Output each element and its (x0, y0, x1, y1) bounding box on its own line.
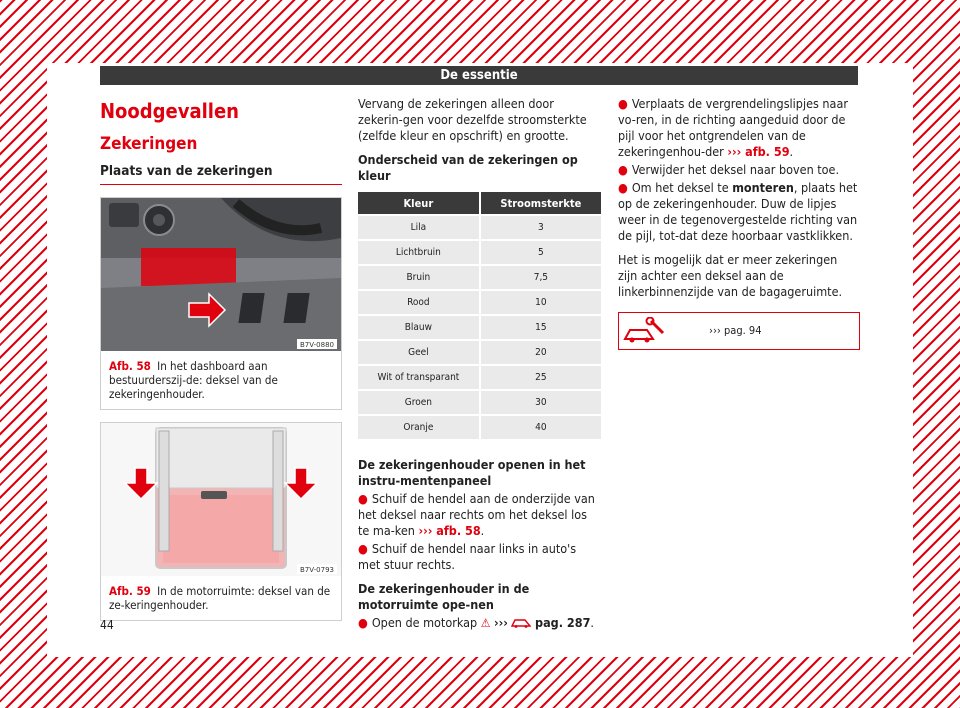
table-cell: Wit of transparant (358, 366, 479, 389)
table-header-color: Kleur (358, 192, 479, 214)
reference-box (618, 312, 860, 350)
bullet-text: Om het deksel te (631, 180, 729, 195)
bullet-icon: ● (358, 491, 368, 506)
page-reference-link[interactable]: ››› pag. 94 (709, 324, 762, 337)
table-row (358, 391, 601, 414)
fuse-color-table (358, 190, 601, 441)
figure-code: B7V-0880 (300, 341, 334, 349)
bullet-bold-text: monteren (732, 180, 794, 195)
column-left (100, 96, 342, 621)
section-title: Noodgevallen (100, 99, 239, 123)
table-header-amperage: Stroomsterkte (479, 192, 601, 214)
bullet-icon: ● (618, 180, 628, 195)
figure-reference-link[interactable]: ››› afb. 58 (418, 523, 481, 538)
table-row (358, 316, 601, 339)
car-wrench-icon (623, 317, 667, 345)
engine-open-heading: De zekeringenhouder in de motorruimte ope-nen (358, 581, 530, 612)
table-row (358, 416, 601, 439)
table-header-row (358, 192, 601, 214)
table-cell: 7,5 (479, 266, 601, 289)
table-row (358, 216, 601, 239)
table-cell: 20 (479, 341, 601, 364)
column-right (618, 96, 860, 350)
figure-58 (100, 197, 342, 410)
table-cell: Groen (358, 391, 479, 414)
table-row (358, 341, 601, 364)
table-cell: 3 (479, 216, 601, 239)
table-row (358, 241, 601, 264)
table-row (358, 366, 601, 389)
table-cell: Rood (358, 291, 479, 314)
figure-code: B7V-0793 (300, 566, 334, 574)
intro-paragraph: Vervang de zekeringen alleen door zekerin-gen voor dezelfde stroomsterkte (zelfde kleur en opschrift) en grootte. (358, 96, 587, 143)
table-row (358, 266, 601, 289)
dashboard-open-heading: De zekeringenhouder openen in het instru-mentenpaneel (358, 457, 586, 488)
figure-label: Afb. 59 (109, 584, 151, 598)
figure-caption-text: In de motorruimte: deksel van de ze-keringenhouder. (109, 584, 331, 612)
bullet-item: ● Schuif de hendel aan de onderzijde van het deksel naar rechts om het deksel los te ma-ken ››› afb. 58. (358, 491, 595, 538)
table-cell: Oranje (358, 416, 479, 439)
table-row (358, 291, 601, 314)
table-cell: Lichtbruin (358, 241, 479, 264)
chapter-title: Zekeringen (100, 134, 198, 154)
table-cell: 10 (479, 291, 601, 314)
bullet-icon: ● (358, 615, 368, 630)
luggage-fuse-paragraph: Het is mogelijk dat er meer zekeringen zijn achter een deksel aan de linkerbinnenzijde van de bagageruimte. (618, 252, 843, 299)
table-cell: Lila (358, 216, 479, 239)
table-cell: 5 (479, 241, 601, 264)
figure-caption-text: In het dashboard aan bestuurderszij-de: deksel van de zekeringenhouder. (109, 359, 278, 401)
table-cell: Blauw (358, 316, 479, 339)
page-reference-link[interactable]: pag. 287 (535, 615, 591, 630)
figure-caption (101, 351, 341, 409)
bullet-text: Open de motorkap (371, 615, 478, 630)
bullet-text: Verwijder het deksel naar boven toe. (631, 162, 840, 177)
page-header: De essentie (100, 66, 858, 85)
reference-arrows: ››› (493, 615, 508, 630)
bullet-icon: ● (618, 96, 628, 111)
bullet-item: ● Open de motorkap ⚠ ››› pag. 287. (358, 615, 594, 630)
bullet-item: ● Verplaats de vergrendelingslipjes naar vo-ren, in de richting aangeduid door de pijl voor het ontgrendelen van de zekeringenhou-der ››› afb. 59. (618, 96, 848, 159)
bullet-icon: ● (618, 162, 628, 177)
bullet-item (618, 162, 860, 178)
bullet-text: Schuif de hendel aan de onderzijde van het deksel naar rechts om het deksel los te ma-ken (358, 491, 595, 538)
bullet-text: Schuif de hendel naar links in auto's met stuur rechts. (358, 541, 577, 572)
bullet-item (618, 180, 860, 244)
warning-triangle-icon: ⚠ (480, 616, 491, 630)
bullet-icon: ● (358, 541, 368, 556)
bullet-text: Verplaats de vergrendelingslipjes naar vo-ren, in de richting aangeduid door de pijl voor het ontgrendelen van de zekeringenhou-der (618, 96, 848, 159)
subheading: Plaats van de zekeringen (100, 162, 342, 185)
figure-caption (101, 576, 341, 620)
table-cell: 40 (479, 416, 601, 439)
table-cell: 30 (479, 391, 601, 414)
figure-label: Afb. 58 (109, 359, 151, 373)
bullet-text: , plaats het op de zekeringenhouder. Duw de lipjes weer in de tegenovergestelde richting van de pijl, tot-dat deze hoorbaar vastklikken. (618, 180, 858, 243)
page-number: 44 (100, 618, 114, 632)
column-middle (358, 96, 601, 631)
table-cell: 25 (479, 366, 601, 389)
engine-fuse-cover-image (101, 423, 341, 576)
bullet-item (358, 541, 601, 573)
table-title: Onderscheid van de zekeringen op kleur (358, 152, 578, 183)
table-cell: Bruin (358, 266, 479, 289)
figure-59 (100, 422, 342, 621)
table-cell: 15 (479, 316, 601, 339)
figure-reference-link[interactable]: ››› afb. 59 (727, 144, 790, 159)
dashboard-fuse-cover-image (101, 198, 341, 351)
car-hood-icon (511, 616, 531, 628)
table-cell: Geel (358, 341, 479, 364)
